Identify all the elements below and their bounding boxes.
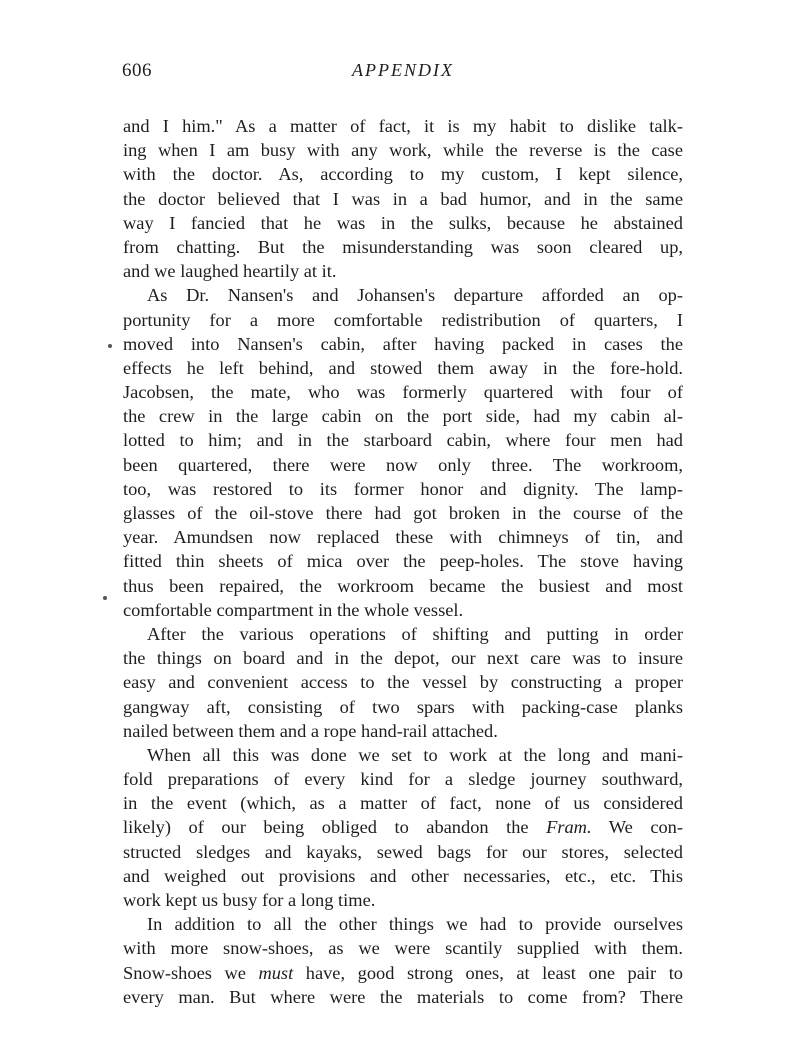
text-line: likely) of our being obliged to abandon the Fram. We con- (123, 817, 683, 838)
text-line: effects he left behind, and stowed them away in the fore-hold. (123, 357, 683, 378)
paragraph-4 (123, 743, 683, 912)
paragraph-2 (123, 283, 683, 622)
running-head: APPENDIX (352, 60, 454, 80)
paragraph-1 (123, 114, 683, 283)
text-line: structed sledges and kayaks, sewed bags for our stores, selected (123, 841, 683, 862)
paragraph-3 (123, 622, 683, 743)
body-text (123, 114, 683, 1009)
text-line: and I him." As a matter of fact, it is my habit to dislike talk- (123, 116, 683, 136)
text-line: In addition to all the other things we had to provide ourselves (147, 914, 683, 935)
text-line: easy and convenient access to the vessel by constructing a proper (123, 672, 683, 693)
page-number: 606 (122, 60, 152, 81)
text-line: gangway aft, consisting of two spars with packing-case planks (123, 696, 683, 717)
text-line: After the various operations of shifting and putting in order (147, 623, 683, 644)
text-line: comfortable compartment in the whole vessel. (123, 599, 464, 620)
text-line: in the event (which, as a matter of fact, none of us considered (123, 793, 683, 814)
text-line: ing when I am busy with any work, while the reverse is the case (123, 140, 683, 161)
text-line: and we laughed heartily at it. (123, 261, 337, 282)
text-line: moved into Nansen's cabin, after having packed in cases the (123, 333, 683, 354)
margin-speck (103, 596, 107, 600)
text-line: lotted to him; and in the starboard cabin, where four men had (123, 430, 683, 451)
text-line: fitted thin sheets of mica over the peep-holes. The stove having (123, 551, 683, 572)
text-line: too, was restored to its former honor and dignity. The lamp- (123, 478, 683, 499)
text-line: work kept us busy for a long time. (123, 890, 376, 910)
text-line: every man. But where were the materials to come from? There (123, 986, 683, 1007)
text-line: way I fancied that he was in the sulks, because he abstained (123, 212, 683, 233)
paragraph-5 (123, 912, 683, 1009)
text-line: When all this was done we set to work at the long and mani- (147, 744, 683, 765)
text-line: the crew in the large cabin on the port side, had my cabin al- (123, 406, 683, 427)
text-line: fold preparations of every kind for a sledge journey southward, (123, 769, 683, 790)
page-header (122, 60, 684, 90)
text-line: the doctor believed that I was in a bad humor, and in the same (123, 188, 683, 209)
text-line: portunity for a more comfortable redistribution of quarters, I (123, 309, 683, 330)
text-line: glasses of the oil-stove there had got broken in the course of the (123, 503, 683, 523)
text-line: nailed between them and a rope hand-rail attached. (123, 720, 498, 741)
text-line: the things on board and in the depot, our next care was to insure (123, 648, 683, 669)
text-line: with more snow-shoes, as we were scantily supplied with them. (123, 938, 683, 959)
text-line: year. Amundsen now replaced these with chimneys of tin, and (123, 527, 683, 548)
text-line: Jacobsen, the mate, who was formerly quartered with four of (123, 382, 683, 403)
text-line: Snow-shoes we must have, good strong ones, at least one pair to (123, 962, 683, 983)
text-line: As Dr. Nansen's and Johansen's departure afforded an op- (147, 285, 683, 306)
text-line: thus been repaired, the workroom became the busiest and most (123, 575, 683, 596)
text-line: with the doctor. As, according to my custom, I kept silence, (123, 164, 683, 185)
text-line: and weighed out provisions and other necessaries, etc., etc. This (123, 865, 683, 886)
text-line: been quartered, there were now only three. The workroom, (123, 454, 683, 475)
margin-speck (108, 344, 112, 348)
text-line: from chatting. But the misunderstanding was soon cleared up, (123, 236, 683, 257)
